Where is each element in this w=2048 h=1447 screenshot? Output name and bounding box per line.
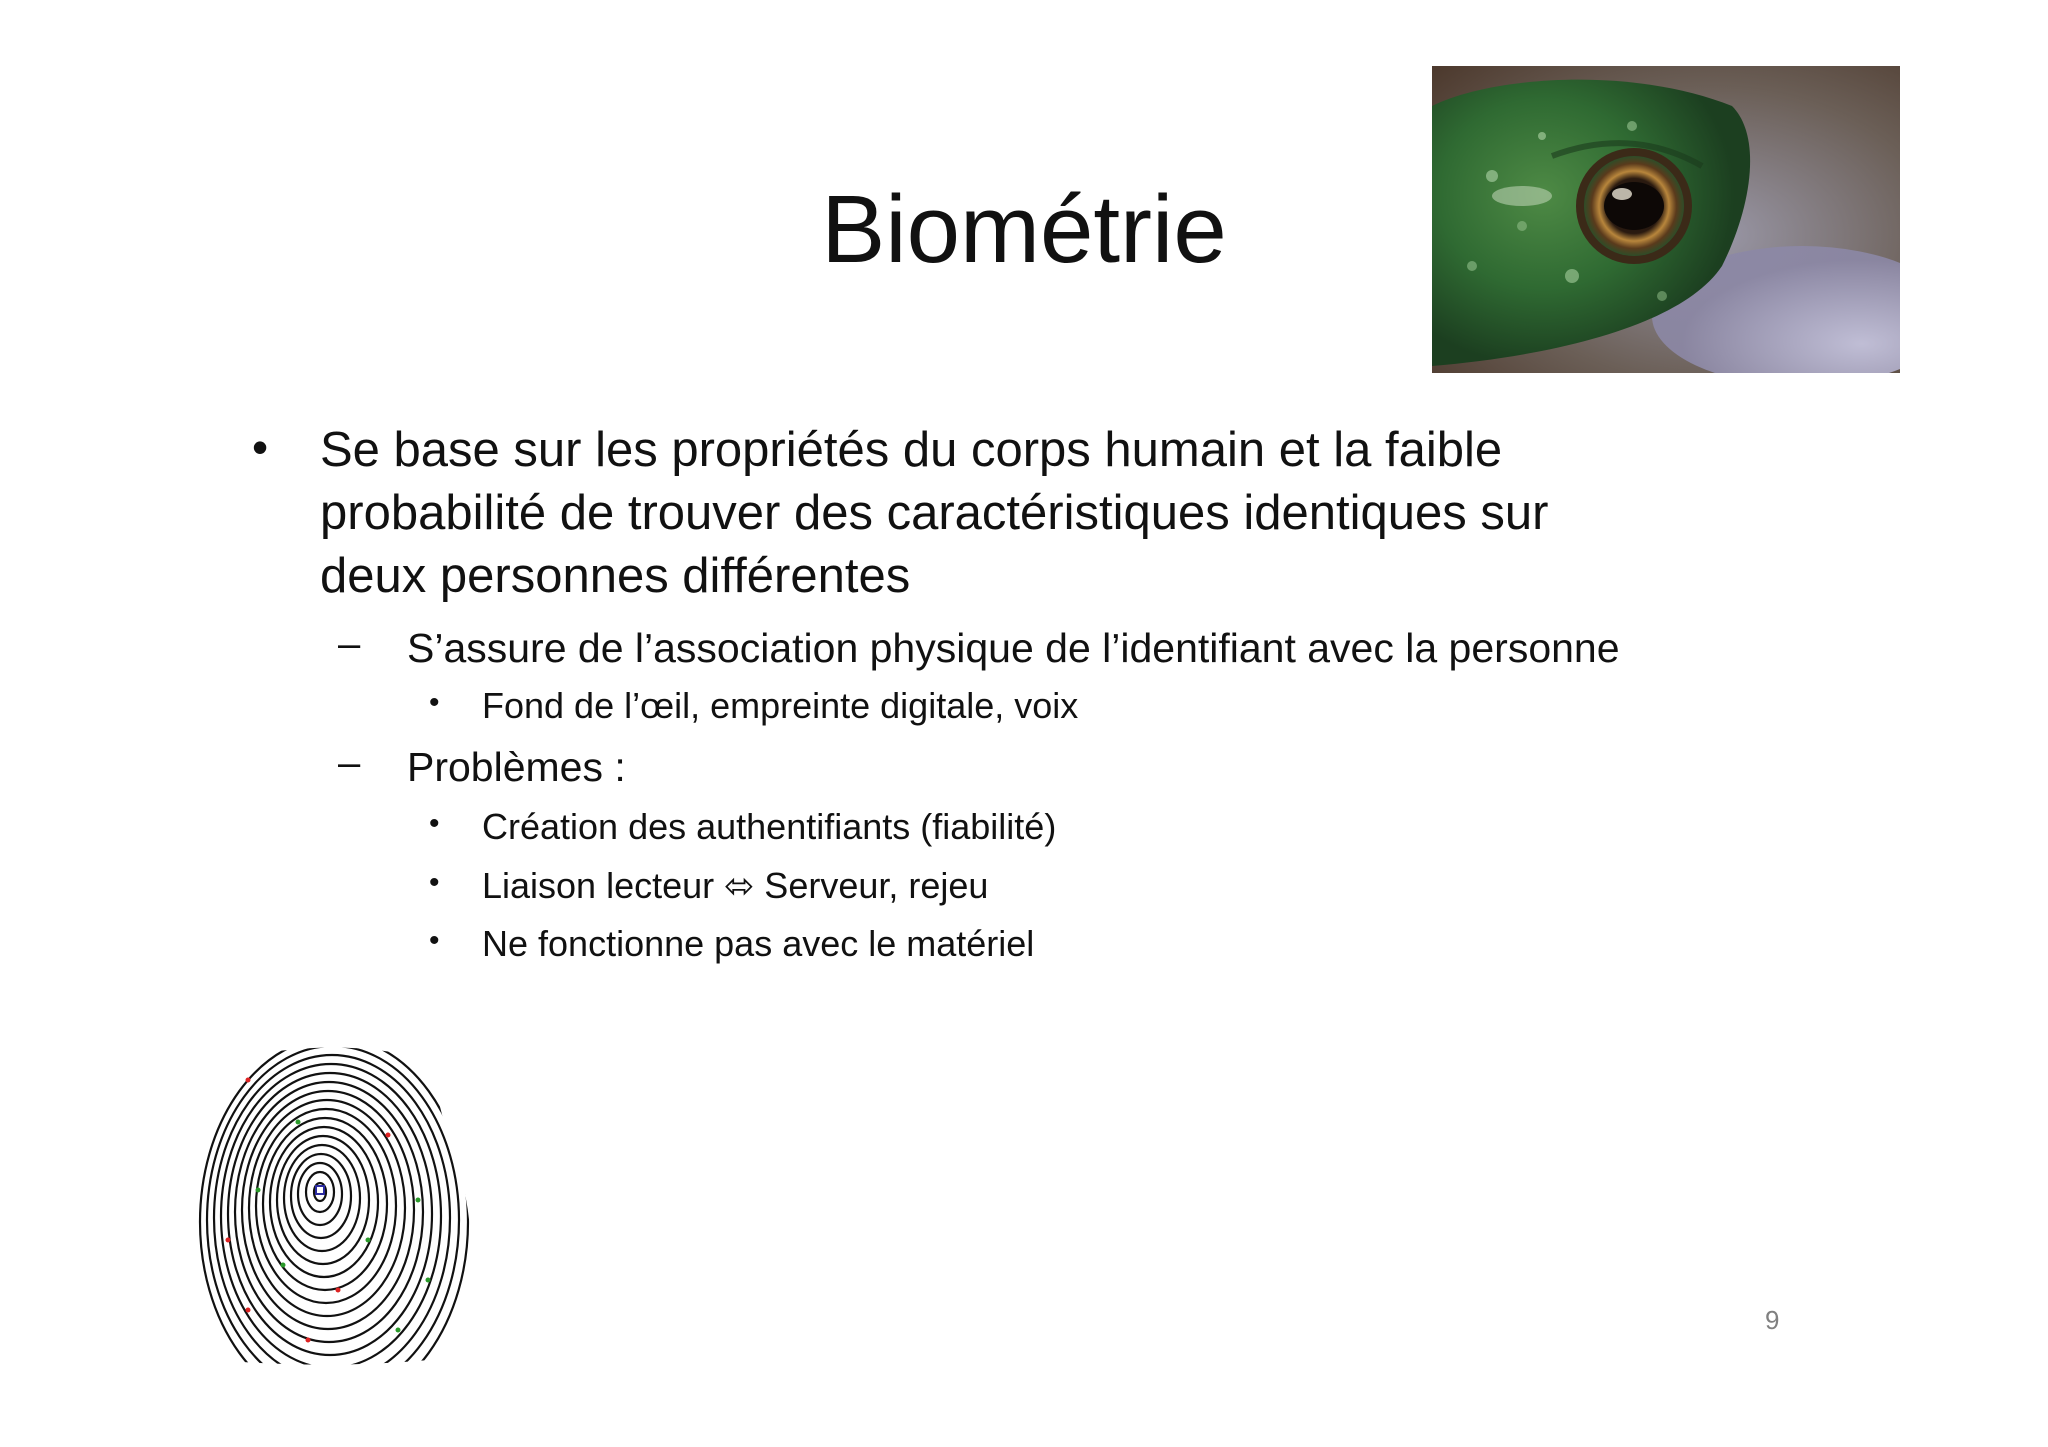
frog-eye-illustration (1432, 66, 1900, 373)
sub-sub-bullet-marker: • (429, 807, 440, 840)
sub-bullet-marker: – (338, 622, 361, 666)
fingerprint-icon (188, 1040, 488, 1370)
page-number: 9 (1765, 1305, 1780, 1335)
bullet-line: Se base sur les propriétés du corps humain et la faible (320, 423, 1503, 477)
sub-sub-bullet-text: Liaison lecteur ⬄ Serveur, rejeu (482, 865, 989, 906)
bullet-line: probabilité de trouver des caractéristiques identiques sur (320, 486, 1549, 540)
sub-bullet-text: S’assure de l’association physique de l’identifiant avec la personne (407, 625, 1620, 671)
sub-sub-bullet-text: Création des authentifiants (fiabilité) (482, 806, 1057, 847)
bullet-line: deux personnes différentes (320, 549, 911, 603)
fingerprint-image (188, 1040, 488, 1370)
bullet-marker: • (252, 421, 269, 473)
sub-sub-bullet-text: Fond de l’œil, empreinte digitale, voix (482, 685, 1079, 726)
sub-sub-bullet-marker: • (429, 924, 440, 957)
sub-sub-bullet-text: Ne fonctionne pas avec le matériel (482, 923, 1035, 964)
slide-title: Biométrie (821, 176, 1227, 283)
sub-sub-bullet-marker: • (429, 686, 440, 719)
sub-bullet-text: Problèmes : (407, 744, 626, 790)
sub-bullet-marker: – (338, 741, 361, 785)
sub-sub-bullet-marker: • (429, 866, 440, 899)
frog-eye-photo (1432, 66, 1900, 373)
